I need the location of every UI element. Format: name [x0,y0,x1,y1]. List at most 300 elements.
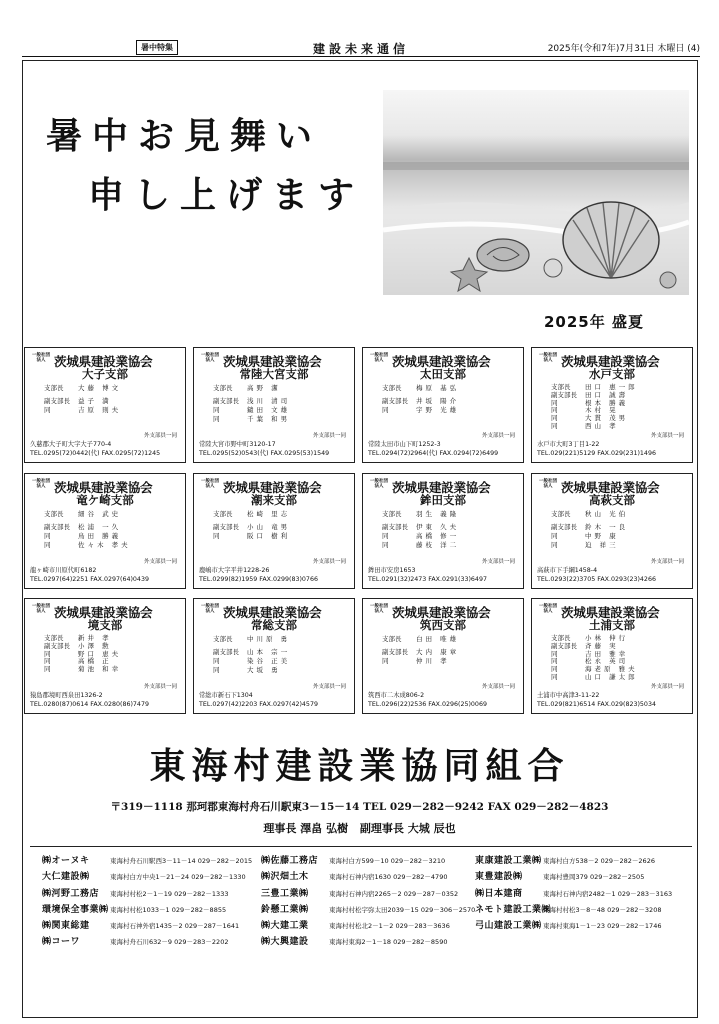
card-header [368,351,518,367]
members-note: 外支部員一同 [650,433,684,439]
branch-phone: TEL.0297(42)2203 FAX.0297(42)4579 [199,701,318,708]
member-company: 大仁建設㈱ [42,872,90,883]
officer-row [199,648,349,657]
officer-role: 同 [551,414,558,423]
officer-name: 鳥田 勝義 [78,532,122,540]
member-contact: 東海村村松1033－1 029－282－8855 [110,905,227,914]
officer-role: 同 [382,541,389,549]
officer-row [30,541,180,550]
branch-phone: TEL.0296(22)2536 FAX.0296(25)0069 [368,701,487,708]
officer-list [199,510,349,541]
officer-role: 同 [382,406,389,414]
branch-address: 水戸市大町3丁目1-22 [537,441,600,448]
branch-phone: TEL.0291(32)2473 FAX.0291(33)6497 [368,576,487,583]
officer-name: 田口 惠一郎 [585,383,638,391]
officer-name: 山本 宗一 [247,648,291,656]
branch-address: 久慈郡大子町大字大子770-4 [30,441,112,448]
branch-address: 常陸大宮市野中町3120-17 [199,441,276,448]
member-company: ㈱佐藤工務店 [261,856,319,866]
officer-role: 副支部長 [551,390,577,399]
officer-name: 浅川 清司 [247,397,291,405]
officer-name: 秋山 光伯 [585,510,629,518]
member-row [261,934,479,950]
officer-list [368,384,518,415]
branch-card [531,473,693,589]
branch-name: 常総支部 [251,618,297,632]
officer-list [368,635,518,666]
member-contact: 東海村村松北2－1－2 029－283－3636 [329,922,450,931]
officer-row [537,541,687,550]
seashell-beach-photo [383,90,689,295]
officer-role: 支部長 [551,510,571,518]
officer-role: 同 [382,657,389,665]
officer-role: 支部長 [551,383,571,391]
association-name: 茨城県建設業協会 [392,354,491,369]
officer-role: 支部長 [382,384,402,392]
corp-type-label: 一般社団法人 [539,479,557,489]
officer-name: 小山 竜男 [247,523,291,531]
officer-role: 支部長 [213,384,233,392]
officer-name: 白田 唯雄 [416,635,460,643]
corp-type-label: 一般社団法人 [32,353,50,363]
member-contact: 東海村白方599－10 029－282－3210 [329,857,446,865]
card-header [537,351,687,367]
officer-row [199,635,349,644]
members-note: 外支部員一同 [143,684,177,690]
member-contact: 東海村舟石川632－9 029－283－2202 [110,938,229,947]
officer-row [368,384,518,393]
branch-address: 龍ヶ崎市川原代町6182 [30,567,97,574]
member-row [261,918,479,934]
officer-row [199,666,349,675]
officer-role: 同 [382,532,389,540]
officer-role: 副支部長 [213,648,239,656]
branch-card [193,598,355,714]
branch-phone: TEL.0294(72)2964(代) FAX.0294(72)6499 [368,450,499,457]
officer-role: 同 [551,406,558,415]
officer-name: 吉原 則夫 [78,406,122,414]
officer-role: 同 [44,657,51,666]
card-header [537,477,687,493]
branch-name: 潮来支部 [251,493,297,507]
scallop-shell-icon [563,202,659,278]
officer-name: 大貫 茂男 [585,414,629,423]
officer-row [368,397,518,406]
union-vice-chair: 副理事長 大城 辰也 [359,822,456,835]
officer-role: 同 [44,665,51,674]
card-header [30,351,180,367]
section-tag: 暑中特集 [136,40,178,55]
member-company: 東豊建設㈱ [475,872,523,883]
officer-list [30,384,180,415]
officer-name: 小林 伸行 [585,634,629,642]
officer-name: 小澤 勲 [78,641,112,650]
officer-name: 佐々木 孝夫 [78,541,131,549]
member-company: ネモト建設工業㈱ [475,904,552,915]
union-officers [0,820,719,836]
branch-name: 竜ケ崎支部 [76,493,134,507]
member-company: 東康建設工業㈱ [475,856,542,866]
branch-address: 高萩市下手綱1458-4 [537,567,598,574]
officer-row [199,406,349,415]
member-contact: 東海村豊岡379 029－282－2505 [543,873,645,882]
officer-role: 副支部長 [382,648,408,656]
branch-address: 常陸太田市山下町1252-3 [368,441,441,448]
association-name: 茨城県建設業協会 [54,605,153,620]
card-header [30,477,180,493]
officer-row [30,532,180,541]
masthead [22,40,700,56]
member-contact: 東海村東海1－1－23 029－282－1746 [543,922,662,931]
officer-name: 大坂 勇 [247,666,281,674]
officer-role: 副支部長 [44,523,70,531]
member-column [475,853,693,934]
member-row [42,902,260,918]
paper-name: 建設未来通信 [312,42,409,56]
officer-list [537,384,687,431]
card-header [368,477,518,493]
officer-role: 支部長 [213,635,233,643]
member-company: ㈱オーヌキ [42,856,90,866]
members-note: 外支部員一同 [312,559,346,565]
association-name: 茨城県建設業協会 [561,605,660,620]
season-label: 2025年 盛夏 [544,313,644,331]
officer-name: 大内 康章 [416,648,460,656]
member-row [42,886,260,902]
issue-date: 2025年(令和7年)7月31日 木曜日 (4) [547,44,700,54]
member-contact: 東海村白方538－2 029－282－2626 [543,857,655,865]
officer-row [537,510,687,519]
officer-name: 宇野 光雄 [416,406,460,414]
member-row [475,853,693,869]
officer-row [30,666,180,674]
officer-role: 同 [44,406,51,414]
branch-card [24,347,186,463]
officer-row [368,532,518,541]
union-chair: 理事長 澤畠 弘樹 [263,822,349,835]
association-name: 茨城県建設業協会 [561,354,660,369]
officer-role: 同 [551,657,558,666]
officer-row [537,674,687,682]
officer-role: 同 [551,532,558,540]
officer-name: 迫 祥三 [585,541,619,549]
association-name: 茨城県建設業協会 [392,605,491,620]
officer-list [537,510,687,550]
branch-address: 鹿嶋市大字平井1228-26 [199,567,270,574]
officer-role: 同 [213,415,220,423]
officer-role: 支部長 [213,510,233,518]
member-company: 三豊工業㈱ [261,888,309,899]
member-company: 環境保全事業㈱ [42,904,109,915]
officer-name: 木村 晃 [585,406,619,415]
branch-address: 猿島郡境町西泉田1326-2 [30,692,103,699]
member-row [261,869,479,885]
member-company: ㈱大建工業 [261,921,309,932]
officer-role: 同 [44,532,51,540]
officer-row [368,657,518,666]
officer-row [30,397,180,406]
member-row [475,886,693,902]
officer-role: 支部長 [44,510,64,518]
officer-name: 野口 恵夫 [78,649,122,658]
branch-card [193,473,355,589]
officer-row [199,532,349,541]
officer-name: 藤枝 洋二 [416,541,460,549]
branch-phone: TEL.0295(52)0543(代) FAX.0295(53)1549 [199,450,330,457]
officer-row [537,532,687,541]
branch-card [362,347,524,463]
officer-name: 山口 謙太郎 [585,672,638,681]
officer-name: 中野 康 [585,532,619,540]
branch-phone: TEL.029(821)6514 FAX.029(823)5034 [537,701,656,708]
officer-role: 同 [213,657,220,665]
officer-row [30,406,180,415]
branch-card [24,598,186,714]
corp-type-label: 一般社団法人 [539,604,557,614]
branch-card [531,598,693,714]
branch-phone: TEL.0295(72)0442(代) FAX.0295(72)1245 [30,450,161,457]
officer-role: 同 [213,406,220,414]
branch-address: 鉾田市安房1653 [368,567,416,574]
branch-phone: TEL.0297(64)2251 FAX.0297(64)0439 [30,576,149,583]
officer-role: 同 [213,532,220,540]
officer-name: 新井 孝 [78,634,112,642]
branch-phone: TEL.029(221)5129 FAX.029(231)1496 [537,450,656,457]
branch-address: 筑西市二木成806-2 [368,692,425,699]
member-row [475,902,693,918]
union-address: 〒319－1118 那珂郡東海村舟石川駅東3－15－14 TEL 029－282－9242 FAX 029－282－4823 [110,801,609,813]
branch-card [362,473,524,589]
officer-role: 支部長 [382,510,402,518]
member-row [42,918,260,934]
card-header [368,602,518,618]
member-contact: 東海村村松3－8－48 029－282－3208 [543,905,662,914]
branch-name: 境支部 [87,618,123,632]
officer-name: 根本 勝義 [585,398,629,407]
corp-type-label: 一般社団法人 [32,604,50,614]
officer-row [199,523,349,532]
officer-role: 副支部長 [44,641,70,650]
members-note: 外支部員一同 [481,559,515,565]
officer-list [368,510,518,550]
officer-name: 西山 孝 [585,421,619,430]
member-row [261,886,479,902]
corp-type-label: 一般社団法人 [201,353,219,363]
officer-role: 同 [551,672,558,681]
officer-row [537,523,687,532]
officer-role: 支部長 [551,634,571,642]
officer-name: 田口 誠壽 [585,390,629,399]
officer-name: 梅原 基弘 [416,384,460,392]
officer-role: 副支部長 [213,523,239,531]
members-note: 外支部員一同 [650,684,684,690]
officer-row [368,406,518,415]
member-column [261,853,479,951]
member-contact: 東海村村松字弥太田2039－15 029－306－2570 [329,905,476,914]
officer-row [30,523,180,532]
association-name: 茨城県建設業協会 [54,480,153,495]
association-name: 茨城県建設業協会 [223,354,322,369]
branch-card [193,347,355,463]
branch-name: 太田支部 [420,367,466,381]
officer-name: 高橋 修一 [416,532,460,540]
officer-role: 副支部長 [382,523,408,531]
greeting-line-1: 暑中お見舞い [46,115,323,157]
member-row [475,918,693,934]
officer-row [368,541,518,550]
card-header [30,602,180,618]
officer-row [199,397,349,406]
corp-type-label: 一般社団法人 [539,353,557,363]
member-row [42,934,260,950]
branch-name: 高萩支部 [589,493,635,507]
seashell-illustration [383,90,689,295]
member-company: ㈱大興建設 [261,937,309,948]
officer-name: 井坂 陽介 [416,397,460,405]
officer-role: 副支部長 [551,523,577,531]
officer-role: 同 [44,649,51,658]
masthead-rule [22,56,700,57]
officer-name: 松崎 里志 [247,510,291,518]
officer-row [368,523,518,532]
officer-list [199,384,349,424]
branch-card [24,473,186,589]
members-note: 外支部員一同 [481,684,515,690]
officer-name: 吉田 雅幸 [585,649,629,658]
officer-row [537,423,687,431]
member-contact: 東海村石神内宿1630 029－282－4790 [329,873,448,882]
officer-name: 細谷 武史 [78,510,122,518]
officer-role: 副支部長 [44,397,70,405]
members-note: 外支部員一同 [312,684,346,690]
card-header [199,602,349,618]
member-contact: 東海村石神内宿2265－2 029－287－0352 [329,889,459,898]
officer-role: 支部長 [382,635,402,643]
corp-type-label: 一般社団法人 [370,353,388,363]
branch-address: 土浦市中高津3-11-22 [537,692,600,699]
member-row [475,869,693,885]
officer-name: 羽生 義隆 [416,510,460,518]
officer-role: 同 [213,666,220,674]
officer-role: 同 [551,398,558,407]
card-header [199,351,349,367]
corp-type-label: 一般社団法人 [32,479,50,489]
branch-phone: TEL.0299(82)1959 FAX.0299(83)0766 [199,576,318,583]
corp-type-label: 一般社団法人 [201,604,219,614]
union-name: 東海村建設業協同組合 [149,746,570,787]
officer-name: 仲川 孝 [416,657,450,665]
association-name: 茨城県建設業協会 [223,605,322,620]
branch-card [531,347,693,463]
branch-phone: TEL.0280(87)0614 FAX.0280(86)7479 [30,701,149,708]
officer-row [368,648,518,657]
officer-name: 海老原 雅夫 [585,665,638,674]
officer-role: 同 [44,541,51,549]
member-company: ㈱日本建商 [475,888,523,899]
corp-type-label: 一般社団法人 [370,479,388,489]
union-member-list [30,846,692,952]
corp-type-label: 一般社団法人 [370,604,388,614]
officer-row [199,510,349,519]
officer-name: 中川原 勇 [247,635,291,643]
officer-name: 伊東 久夫 [416,523,460,531]
members-note: 外支部員一同 [312,433,346,439]
member-row [261,853,479,869]
branch-phone: TEL.0293(22)3705 FAX.0293(23)4266 [537,576,656,583]
member-company: 弓山建設工業㈱ [475,921,542,932]
officer-name: 高野 潔 [247,384,281,392]
member-contact: 東海村石神外宿1435－2 029－287－1641 [110,922,240,931]
officer-role: 同 [551,665,558,674]
greeting-line-2: 申し上げます [88,174,365,216]
member-company: 鈴懸工業㈱ [261,904,309,915]
officer-role: 支部長 [44,384,64,392]
officer-name: 菊池 和幸 [78,665,122,674]
association-name: 茨城県建設業協会 [223,480,322,495]
branch-name: 大子支部 [82,367,128,381]
member-company: ㈱関東総建 [42,921,90,932]
officer-list [199,635,349,675]
officer-row [368,635,518,644]
card-header [537,602,687,618]
branch-name: 鉾田支部 [420,493,466,507]
officer-list [30,635,180,674]
branch-name: 筑西支部 [420,618,466,632]
card-header [199,477,349,493]
members-note: 外支部員一同 [143,433,177,439]
officer-name: 染谷 正美 [247,657,291,665]
officer-name: 鑓田 文雄 [247,406,291,414]
officer-row [30,510,180,519]
association-name: 茨城県建設業協会 [392,480,491,495]
member-contact: 東海村村松2－1－19 029－282－1333 [110,889,229,898]
officer-row [199,657,349,666]
officer-row [199,415,349,424]
officer-name: 益子 満 [78,397,112,405]
officer-name: 阪口 樹利 [247,532,291,540]
officer-name: 松永 英司 [585,657,629,666]
members-note: 外支部員一同 [650,559,684,565]
association-name: 茨城県建設業協会 [561,480,660,495]
branch-card [362,598,524,714]
corp-type-label: 一般社団法人 [201,479,219,489]
officer-role: 支部長 [44,634,64,642]
officer-role: 同 [551,649,558,658]
member-contact: 東海村白方中央1－21－24 029－282－1330 [110,873,246,882]
spiral-shell-icon [477,239,529,271]
branch-address: 常総市新石下1304 [199,692,253,699]
branch-name: 常陸大宮支部 [239,367,309,381]
officer-name: 千葉 和男 [247,415,291,423]
officer-row [30,384,180,393]
member-company: ㈱河野工務店 [42,888,100,899]
member-contact: 東海村舟石川駅西3－11－14 029－282－2015 [110,857,253,865]
officer-role: 副支部長 [551,641,577,650]
members-note: 外支部員一同 [481,433,515,439]
officer-row [368,510,518,519]
member-contact: 東海村石神内宿2482－1 029－283－3163 [543,889,673,898]
branch-name: 水戸支部 [589,367,635,381]
officer-role: 同 [551,541,558,549]
member-row [42,853,260,869]
officer-role: 同 [551,421,558,430]
member-row [261,902,479,918]
officer-name: 高橋 正 [78,657,112,666]
member-row [42,869,260,885]
members-note: 外支部員一同 [143,559,177,565]
member-contact: 東海村東海2－1－18 029－282－8590 [329,938,448,947]
officer-name: 松浦 一久 [78,523,122,531]
